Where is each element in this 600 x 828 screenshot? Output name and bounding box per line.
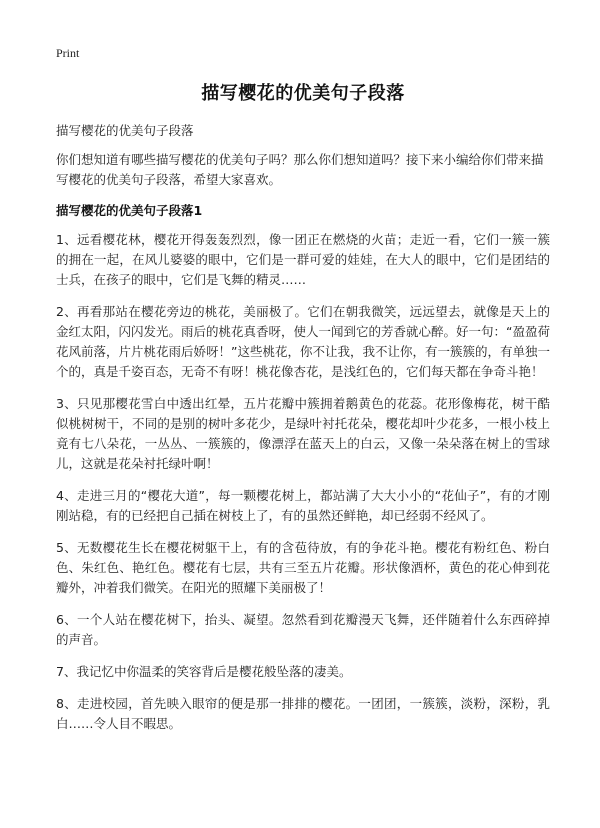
paragraph-item: 6、一个人站在樱花树下，抬头、凝望。忽然看到花瓣漫天飞舞，还伴随着什么东西碎掉的声音。: [56, 612, 550, 647]
paragraph-item: 3、只见那樱花雪白中透出红晕，五片花瓣中簇拥着鹅黄色的花蕊。花形像梅花，树干酷似桃树树干，不同的是别的树叶多花少，是绿叶衬托花朵，樱花却叶少花多，一根小枝上竟有七八朵花，一丛丛、一簇簇的，像漂浮在蓝天上的白云，又像一朵朵落在树上的雪球儿，这就是花朵衬托绿叶啊！: [56, 396, 550, 471]
paragraph-item: 4、走进三月的“樱花大道”，每一颗樱花树上，都站满了大大小小的“花仙子”，有的才刚刚站稳，有的已经把自己插在树枝上了，有的虽然还鲜艳，却已经弱不经风了。: [56, 488, 550, 523]
page-title: 描写樱花的优美句子段落: [201, 83, 405, 104]
document-subtitle: 描写樱花的优美句子段落: [56, 123, 194, 138]
paragraph-item: 1、远看樱花林，樱花开得轰轰烈烈，像一团正在燃烧的火苗；走近一看，它们一簇一簇的拥在一起，在风儿婆婆的眼中，它们是一群可爱的娃娃，在大人的眼中，它们是团结的士兵，在孩子的眼中，它们是飞舞的精灵……: [56, 232, 550, 287]
paragraph-list: [56, 230, 550, 746]
intro-paragraph: 你们想知道有哪些描写樱花的优美句子吗？那么你们想知道吗？接下来小编给你们带来描写樱花的优美句子段落，希望大家喜欢。: [56, 152, 544, 187]
section-heading: 描写樱花的优美句子段落1: [56, 203, 203, 218]
paragraph-item: 8、走进校园，首先映入眼帘的便是那一排排的樱花。一团团，一簇簇，淡粉，深粉，乳白……令人目不暇思。: [56, 696, 550, 731]
print-label: Print: [56, 46, 80, 60]
paragraph-item: 2、再看那站在樱花旁边的桃花，美丽极了。它们在朝我微笑，远远望去，就像是天上的金红太阳，闪闪发光。雨后的桃花真香呀，使人一闻到它的芳香就心醉。好一句：“盈盈荷花风前落，片片桃花雨后娇呀！”这些桃花，你不让我，我不让你，有一簇簇的，有单独一个的，真是千姿百态，无奇不有呀！桃花像杏花，是浅红色的，它们每天都在争奇斗艳！: [56, 304, 550, 379]
paragraph-item: 5、无数樱花生长在樱花树躯干上，有的含苞待放，有的争花斗艳。樱花有粉红色、粉白色、朱红色、艳红色。樱花有七层，共有三至五片花瓣。形状像酒杯，黄色的花心伸到花瓣外，冲着我们微笑。在阳光的照耀下美丽极了！: [56, 540, 550, 595]
paragraph-item: 7、我记忆中你温柔的笑容背后是樱花般坠落的凄美。: [56, 664, 352, 679]
